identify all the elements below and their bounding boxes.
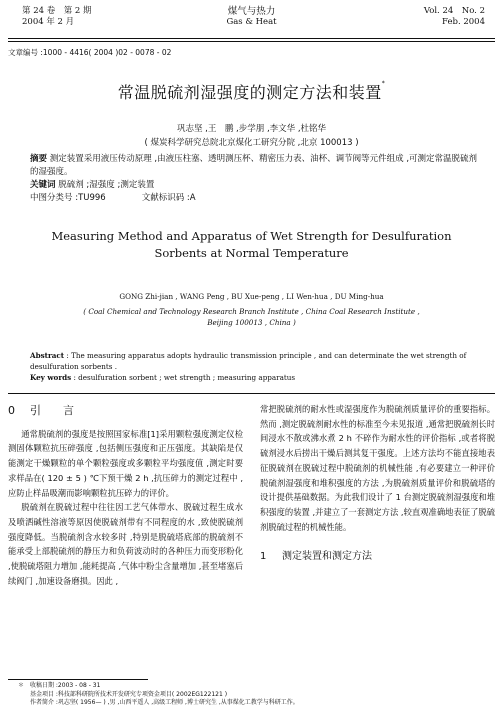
header-rule-thick — [8, 38, 495, 39]
abstract-en-text: : The measuring apparatus adopts hydraulic transmission principle , and can determinate the wet strength of desulfuration sorbents . — [30, 351, 467, 371]
abstract-cn — [30, 153, 480, 179]
intro-paragraph-1: 通常脱硫剂的强度是按照国家标准[1]采用颗粒强度测定仪检测固体颗粒抗压碎强度 ,包括侧压强度和正压强度。其缺陷是仅能测定干燥颗粒的单个颗粒强度或多颗粒平均强度值 ,测定时要求样品在( 120 ± 5 ) ℃下预干燥 2 h ,抗压碎力的测定过程中 ,应防止样品吸潮而影响颗粒抗压碎力的评价。 — [8, 428, 243, 498]
title-en — [0, 228, 503, 262]
abstract-divider — [8, 393, 495, 394]
issue-line-1: 第 24 卷 第 2 期 — [22, 6, 92, 16]
volume-line: Vol. 24 No. 2 — [423, 6, 485, 16]
section-1-title: 测定装置和测定方法 — [282, 551, 372, 563]
classification-label: 中图分类号 — [30, 193, 73, 203]
abstract-en — [30, 350, 480, 372]
authors-cn: 巩志坚 ,王 鹏 ,步学朋 ,李文华 ,杜铭华 — [176, 124, 327, 134]
intro-paragraph-2: 脱硫剂在脱硫过程中往往因工艺气体带水、脱硫过程生成水及喷洒碱性溶液等原因使脱硫剂带有不同程度的水 ,致使脱硫剂强度降低。当脱硫剂含水较多时 ,特别是脱硫塔底部的脱硫剂不能承受上部脱硫剂的静压力和负荷波动时的各种压力而变形粉化 ,使脱硫塔阻力增加 ,能耗提高 ,气体中粉尘含量增加 ,甚至堵塞后续阀门 ,加速设备磨损。因此 , — [8, 502, 243, 586]
authors-en: GONG Zhi-jian , WANG Peng , BU Xue-peng , LI Wen-hua , DU Ming-hua — [119, 292, 384, 301]
keywords-cn — [30, 179, 480, 192]
title-footnote-mark: * — [381, 80, 386, 87]
doc-code-value: :A — [184, 193, 196, 203]
abstract-cn-text: 测定装置采用液压传动原理 ,由液压柱塞、透明测压杯、精密压力表、油杯、调节阀等元件组成 ,可测定常温脱硫剂的湿强度。 — [30, 154, 478, 177]
issue-line-2: 2004 年 2 月 — [22, 17, 75, 27]
journal-name-cn: 煤气与热力 — [227, 6, 276, 17]
section-0-title: 引 言 — [30, 404, 74, 417]
abstract-en-label: Abstract — [30, 351, 65, 360]
date-line: Feb. 2004 — [442, 17, 485, 27]
header-rule-thin — [8, 41, 495, 42]
abstract-cn-label: 摘要 — [30, 154, 48, 164]
footnote-funding: 基金项目 :科技部科研院所技术开发研究专项资金项目( 2002EG122121 ) — [18, 690, 228, 698]
volume-info — [424, 6, 485, 28]
affiliation-en-line-1: ( Coal Chemical and Technology Research Branch Institute , China Coal Research Institute , — [83, 307, 420, 316]
section-0-heading — [8, 404, 243, 419]
affiliation-en-line-2: Beijing 100013 , China ) — [207, 318, 296, 327]
footnote-received: ＊ 收稿日期 :2003 - 08 - 31 — [18, 682, 101, 689]
keywords-cn-label: 关键词 — [30, 180, 56, 190]
left-column — [8, 400, 243, 588]
intro-paragraph-3: 常把脱硫剂的耐水性或湿强度作为脱硫剂质量评价的重要指标。然而 ,测定脱硫剂耐水性的标准至今未见报道 ,通常把脱硫剂长时间浸水不散或沸水煮 2 h 不碎作为耐水性的评价指标 ,或者将脱硫剂浸水后捞出干燥后测其复干强度。上述方法均不能直接地表征脱硫剂在脱硫过程中脱硫剂的机械性能 ,有必要建立一种评价脱硫剂湿强度和堆积强度的方法 ,为脱硫剂质量评价和脱硫塔的设计提供基础数据。为此我们设计了 1 台测定脱硫剂湿强度和堆积强度的装置 ,并建立了一套测定方法 ,较直观准确地表征了脱硫剂脱硫过程的机械性能。 — [260, 404, 495, 532]
footnotes — [18, 682, 488, 708]
abstract-cn-block — [30, 153, 480, 205]
footnote-rule — [8, 679, 148, 680]
footnote-author: 作者简介 :巩志坚( 1956— ) ,男 ,山西平遥人 ,高级工程师 ,博士研究生 ,从事煤化工教学与科研工作。 — [18, 699, 299, 706]
section-0-number: 0 — [8, 404, 15, 417]
article-number: 文章编号 :1000 - 4416( 2004 )02 - 0078 - 02 — [8, 48, 172, 57]
title-en-line-1: Measuring Method and Apparatus of Wet Strength for Desulfuration — [51, 229, 452, 243]
classification-value: :TU996 — [72, 193, 106, 203]
right-column — [260, 402, 495, 565]
section-1-heading — [260, 550, 495, 565]
affiliation-en — [30, 306, 473, 328]
keywords-en — [30, 372, 480, 383]
keywords-en-text: : desulfuration sorbent ; wet strength ; measuring apparatus — [71, 373, 296, 382]
classification-line — [30, 192, 480, 205]
abstract-en-block — [30, 350, 480, 383]
affiliation-cn: ( 煤炭科学研究总院北京煤化工研究分院 ,北京 100013 ) — [144, 138, 359, 148]
journal-name-en: Gas & Heat — [226, 17, 277, 27]
keywords-en-label: Key words — [30, 373, 72, 382]
keywords-cn-text: 脱硫剂 ;湿强度 ;测定装置 — [55, 180, 155, 190]
title-cn — [0, 80, 503, 103]
running-header — [0, 6, 503, 36]
title-cn-text: 常温脱硫剂湿强度的测定方法和装置 — [117, 83, 382, 102]
title-en-line-2: Sorbents at Normal Temperature — [154, 246, 349, 260]
doc-code-label: 文献标识码 — [141, 193, 185, 203]
section-1-number: 1 — [260, 551, 267, 563]
